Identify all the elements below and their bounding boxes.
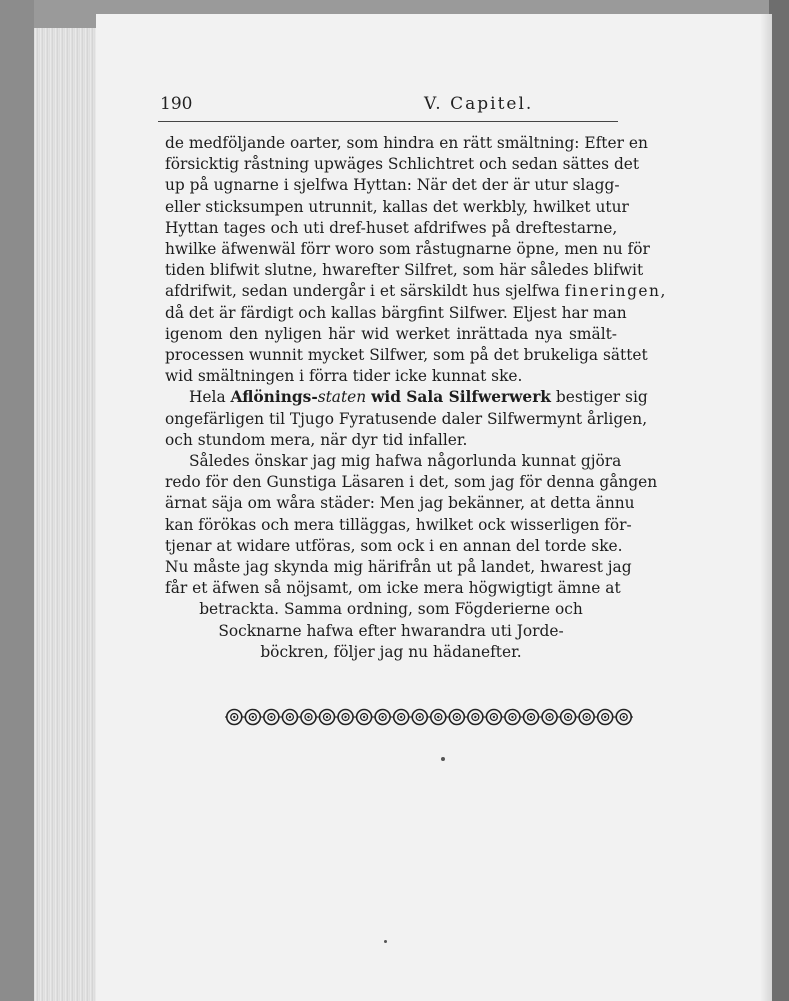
text-line: böckren, följer jag nu hädanefter. (260, 642, 522, 661)
ornament-unit (282, 710, 297, 725)
ornament-unit (375, 710, 390, 725)
book-edge-left (0, 0, 34, 1001)
text-line: eller sticksumpen utrunnit, kallas det werkbly, hwilket utur (165, 197, 629, 216)
text-line: Således önskar jag mig hafwa någorlunda kunnat gjöra (189, 452, 622, 471)
page-gutter-shade (760, 14, 772, 1001)
bold-term: wid Sala Silfwerwerk (371, 388, 551, 407)
ornament-unit (264, 710, 279, 725)
ornament-unit (301, 710, 316, 725)
ornament-unit (616, 710, 631, 725)
text-line: får et äfwen så nöjsamt, om icke mera högwigtigt ämne at (165, 579, 621, 598)
ornament-unit (449, 710, 464, 725)
text-line: de medföljande oarter, som hindra en rätt smältning: Efter en (165, 134, 648, 152)
text-line (165, 387, 648, 408)
text-run: Hela (189, 388, 226, 407)
body-text (165, 133, 667, 663)
text-line: wid smältningen i förra tider icke kunnat ske. (165, 367, 523, 386)
text-line: och stundom mera, när dyr tid infaller. (165, 430, 468, 449)
ornament-unit (357, 710, 372, 725)
ornament-unit (561, 710, 576, 725)
text-line: igenom den nyligen här wid werket inrättada nya smält- (165, 324, 617, 343)
ornament-unit (486, 710, 501, 725)
text-line: tjenar at widare utföras, som ock i en annan del torde ske. (165, 536, 623, 555)
ornament-unit (320, 710, 335, 725)
page-number: 190 (160, 94, 193, 114)
ornament-unit (598, 710, 613, 725)
ornament-unit (542, 710, 557, 725)
book-edge-right (769, 0, 789, 1001)
text-line: ärnat säja om wåra städer: Men jag bekänner, at detta ännu (165, 494, 635, 513)
ink-speck (441, 757, 445, 761)
text-run: afdrifwit, sedan undergår i et särskildt hus sjelfwa (165, 282, 560, 301)
ornament-unit (412, 710, 427, 725)
header-rule (158, 121, 618, 122)
paragraph-1 (165, 133, 667, 387)
text-line: kan förökas och mera tilläggas, hwilket ock wisserligen för- (165, 515, 632, 534)
paragraph-3 (165, 451, 658, 663)
ornament-band (225, 700, 633, 734)
text-line: Socknarne hafwa efter hwarandra uti Jorde- (218, 621, 564, 640)
paragraph-2 (165, 387, 648, 451)
ornament-unit (227, 710, 242, 725)
text-line: då det är färdigt och kallas bärgfint Silfwer. Eljest har man (165, 303, 627, 322)
text-line (165, 281, 667, 302)
bold-term: Aflönings- (230, 388, 318, 407)
ornament-unit (505, 710, 520, 725)
italic-term: staten (317, 388, 367, 407)
page-header (160, 94, 615, 118)
text-line: Nu måste jag skynda mig härifrån ut på landet, hwarest jag (165, 558, 632, 577)
ornament-unit (245, 710, 260, 725)
ornament-unit (579, 710, 594, 725)
ink-speck (384, 940, 387, 943)
page-stack-edges (34, 28, 96, 1001)
running-head: V. Capitel. (424, 94, 534, 114)
text-line: Hyttan tages och uti dref-huset afdrifwes på dreftestarne, (165, 218, 618, 237)
text-line: försicktig råstning upwäges Schlichtret och sedan sättes det (165, 155, 640, 174)
ornament-unit (431, 710, 446, 725)
text-line: tiden blifwit slutne, hwarefter Silfret, som här således blifwit (165, 261, 644, 280)
text-line: processen wunnit mycket Silfwer, som på det brukeliga sättet (165, 346, 648, 365)
ornament-unit (338, 710, 353, 725)
spaced-word: fineringen, (564, 282, 667, 301)
text-line: up på ugnarne i sjelfwa Hyttan: När det der är utur slagg- (165, 176, 620, 195)
ornament-unit (524, 710, 539, 725)
ornament-unit (394, 710, 409, 725)
text-line: ongefärligen til Tjugo Fyratusende daler Silfwermynt årligen, (165, 409, 648, 428)
text-line: redo för den Gunstiga Läsaren i det, som jag för denna gången (165, 473, 658, 492)
text-line: betrackta. Samma ordning, som Fögderierne och (199, 600, 583, 619)
text-line: hwilke äfwenwäl förr woro som råstugnarne öpne, men nu för (165, 240, 650, 259)
ornament-unit (468, 710, 483, 725)
text-run: bestiger sig (555, 388, 648, 407)
